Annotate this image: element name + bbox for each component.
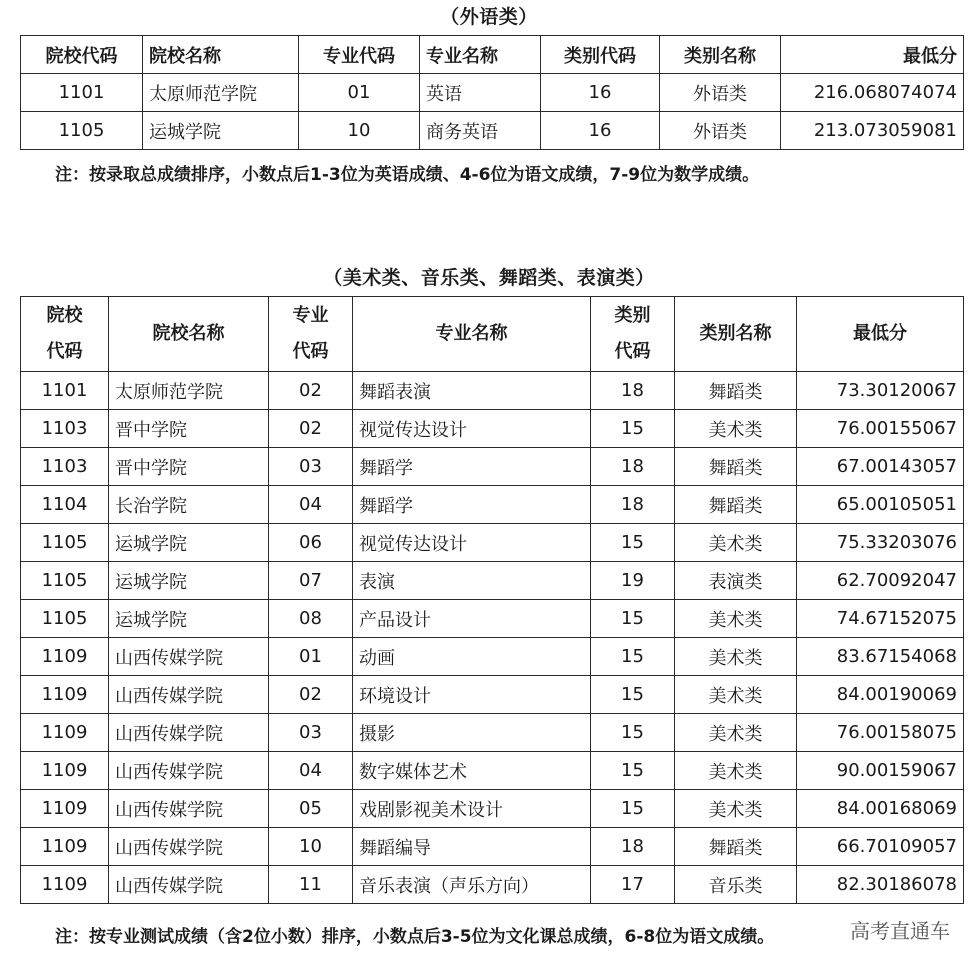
table-header-row	[21, 297, 964, 372]
table-row	[21, 752, 964, 790]
cell-school-code: 1109	[21, 828, 109, 866]
cell-min-score: 62.70092047	[797, 562, 964, 600]
cell-school-name: 太原师范学院	[109, 372, 269, 410]
cell-school-code: 1105	[21, 562, 109, 600]
col-header-category-code	[591, 297, 675, 372]
cell-school-name: 晋中学院	[109, 410, 269, 448]
col-header-major-name: 专业名称	[353, 297, 591, 372]
cell-major-name: 产品设计	[353, 600, 591, 638]
cell-major-name: 摄影	[353, 714, 591, 752]
cell-major-name: 视觉传达设计	[353, 524, 591, 562]
table-row	[21, 600, 964, 638]
cell-major-code: 06	[269, 524, 353, 562]
section2-title: （美术类、音乐类、舞蹈类、表演类）	[323, 267, 655, 289]
section2-note: 注：按专业测试成绩（含2位小数）排序，小数点后3-5位为文化课总成绩，6-8位为语文成绩。	[55, 927, 775, 947]
table-row	[21, 866, 964, 904]
cell-school-name: 山西传媒学院	[109, 790, 269, 828]
cell-school-name: 山西传媒学院	[109, 828, 269, 866]
col-header-major-name: 专业名称	[420, 36, 541, 74]
cell-school-code: 1109	[21, 676, 109, 714]
cell-school-name: 晋中学院	[109, 448, 269, 486]
cell-major-code: 01	[269, 638, 353, 676]
cell-school-code: 1103	[21, 410, 109, 448]
cell-school-code: 1105	[21, 112, 143, 150]
cell-school-name: 太原师范学院	[143, 74, 299, 112]
cell-min-score: 65.00105051	[797, 486, 964, 524]
col-header-category-name: 类别名称	[675, 297, 797, 372]
col-header-min-score: 最低分	[781, 36, 964, 74]
cell-school-code: 1109	[21, 866, 109, 904]
cell-min-score: 75.33203076	[797, 524, 964, 562]
cell-major-name: 数字媒体艺术	[353, 752, 591, 790]
cell-category-name: 音乐类	[675, 866, 797, 904]
cell-major-name: 音乐表演（声乐方向）	[353, 866, 591, 904]
cell-category-name: 美术类	[675, 410, 797, 448]
cell-major-code: 03	[269, 448, 353, 486]
cell-category-name: 美术类	[675, 524, 797, 562]
cell-major-code: 07	[269, 562, 353, 600]
cell-school-name: 山西传媒学院	[109, 638, 269, 676]
cell-school-code: 1103	[21, 448, 109, 486]
cell-major-code: 02	[269, 410, 353, 448]
cell-school-name: 山西传媒学院	[109, 752, 269, 790]
cell-min-score: 90.00159067	[797, 752, 964, 790]
cell-major-name: 舞蹈编导	[353, 828, 591, 866]
cell-category-name: 表演类	[675, 562, 797, 600]
cell-category-code: 15	[591, 752, 675, 790]
cell-category-code: 19	[591, 562, 675, 600]
cell-category-name: 外语类	[660, 74, 781, 112]
header-text: 类别代码	[614, 305, 651, 362]
table-row	[21, 562, 964, 600]
cell-category-name: 美术类	[675, 714, 797, 752]
cell-major-name: 视觉传达设计	[353, 410, 591, 448]
table-row	[21, 714, 964, 752]
header-text: 院校代码	[46, 305, 83, 362]
cell-major-name: 环境设计	[353, 676, 591, 714]
cell-major-code: 04	[269, 486, 353, 524]
col-header-major-code	[269, 297, 353, 372]
col-header-major-code: 专业代码	[299, 36, 420, 74]
cell-category-name: 舞蹈类	[675, 486, 797, 524]
cell-category-code: 18	[591, 486, 675, 524]
cell-category-code: 15	[591, 410, 675, 448]
cell-category-code: 18	[591, 372, 675, 410]
cell-category-name: 美术类	[675, 752, 797, 790]
cell-major-code: 04	[269, 752, 353, 790]
cell-school-code: 1109	[21, 638, 109, 676]
cell-min-score: 76.00158075	[797, 714, 964, 752]
table-row	[21, 638, 964, 676]
cell-major-code: 11	[269, 866, 353, 904]
col-header-school-code	[21, 297, 109, 372]
cell-major-code: 01	[299, 74, 420, 112]
section1-note: 注：按录取总成绩排序，小数点后1-3位为英语成绩、4-6位为语文成绩，7-9位为数学成绩。	[55, 165, 760, 185]
cell-school-code: 1105	[21, 600, 109, 638]
cell-min-score: 73.30120067	[797, 372, 964, 410]
table-header-row	[21, 36, 964, 74]
table-row	[21, 790, 964, 828]
table-row	[21, 448, 964, 486]
cell-category-code: 15	[591, 676, 675, 714]
col-header-category-name: 类别名称	[660, 36, 781, 74]
cell-major-name: 商务英语	[420, 112, 541, 150]
cell-category-name: 舞蹈类	[675, 828, 797, 866]
cell-major-name: 舞蹈表演	[353, 372, 591, 410]
cell-min-score: 216.068074074	[781, 74, 964, 112]
cell-school-code: 1109	[21, 790, 109, 828]
cell-min-score: 84.00190069	[797, 676, 964, 714]
cell-school-name: 山西传媒学院	[109, 714, 269, 752]
cell-school-name: 运城学院	[109, 524, 269, 562]
cell-min-score: 84.00168069	[797, 790, 964, 828]
cell-category-code: 15	[591, 790, 675, 828]
cell-category-code: 16	[541, 74, 660, 112]
col-header-school-name: 院校名称	[143, 36, 299, 74]
cell-min-score: 213.073059081	[781, 112, 964, 150]
cell-school-name: 长治学院	[109, 486, 269, 524]
cell-major-code: 10	[299, 112, 420, 150]
cell-school-name: 运城学院	[109, 562, 269, 600]
section1-title: （外语类）	[440, 6, 538, 28]
cell-school-name: 山西传媒学院	[109, 866, 269, 904]
cell-major-code: 05	[269, 790, 353, 828]
cell-category-name: 美术类	[675, 790, 797, 828]
table-row	[21, 828, 964, 866]
cell-major-name: 表演	[353, 562, 591, 600]
cell-major-code: 08	[269, 600, 353, 638]
cell-category-code: 17	[591, 866, 675, 904]
cell-category-name: 美术类	[675, 600, 797, 638]
cell-major-code: 02	[269, 676, 353, 714]
table-row	[21, 74, 964, 112]
table-row	[21, 410, 964, 448]
cell-category-code: 15	[591, 714, 675, 752]
col-header-school-name: 院校名称	[109, 297, 269, 372]
cell-school-name: 山西传媒学院	[109, 676, 269, 714]
cell-category-name: 舞蹈类	[675, 372, 797, 410]
cell-category-code: 15	[591, 638, 675, 676]
header-text: 专业代码	[292, 305, 329, 362]
cell-min-score: 76.00155067	[797, 410, 964, 448]
table-row	[21, 372, 964, 410]
cell-school-code: 1104	[21, 486, 109, 524]
col-header-school-code: 院校代码	[21, 36, 143, 74]
cell-major-code: 03	[269, 714, 353, 752]
cell-category-name: 外语类	[660, 112, 781, 150]
watermark: 高考直通车	[850, 919, 950, 943]
table-row	[21, 112, 964, 150]
cell-min-score: 74.67152075	[797, 600, 964, 638]
cell-min-score: 83.67154068	[797, 638, 964, 676]
cell-school-code: 1109	[21, 752, 109, 790]
cell-major-name: 动画	[353, 638, 591, 676]
cell-category-code: 15	[591, 524, 675, 562]
cell-school-code: 1101	[21, 74, 143, 112]
cell-min-score: 66.70109057	[797, 828, 964, 866]
cell-major-code: 02	[269, 372, 353, 410]
cell-category-name: 美术类	[675, 676, 797, 714]
cell-school-name: 运城学院	[109, 600, 269, 638]
cell-category-code: 18	[591, 828, 675, 866]
cell-category-name: 舞蹈类	[675, 448, 797, 486]
cell-category-code: 18	[591, 448, 675, 486]
cell-school-code: 1105	[21, 524, 109, 562]
cell-school-name: 运城学院	[143, 112, 299, 150]
table-row	[21, 524, 964, 562]
table-row	[21, 486, 964, 524]
cell-category-name: 美术类	[675, 638, 797, 676]
col-header-min-score: 最低分	[797, 297, 964, 372]
foreign-language-table	[20, 35, 964, 150]
cell-major-name: 舞蹈学	[353, 486, 591, 524]
cell-category-code: 16	[541, 112, 660, 150]
cell-major-name: 舞蹈学	[353, 448, 591, 486]
cell-category-code: 15	[591, 600, 675, 638]
cell-school-code: 1109	[21, 714, 109, 752]
col-header-category-code: 类别代码	[541, 36, 660, 74]
table-row	[21, 676, 964, 714]
arts-table	[20, 296, 964, 904]
cell-min-score: 82.30186078	[797, 866, 964, 904]
cell-school-code: 1101	[21, 372, 109, 410]
cell-major-name: 戏剧影视美术设计	[353, 790, 591, 828]
cell-major-code: 10	[269, 828, 353, 866]
cell-major-name: 英语	[420, 74, 541, 112]
cell-min-score: 67.00143057	[797, 448, 964, 486]
